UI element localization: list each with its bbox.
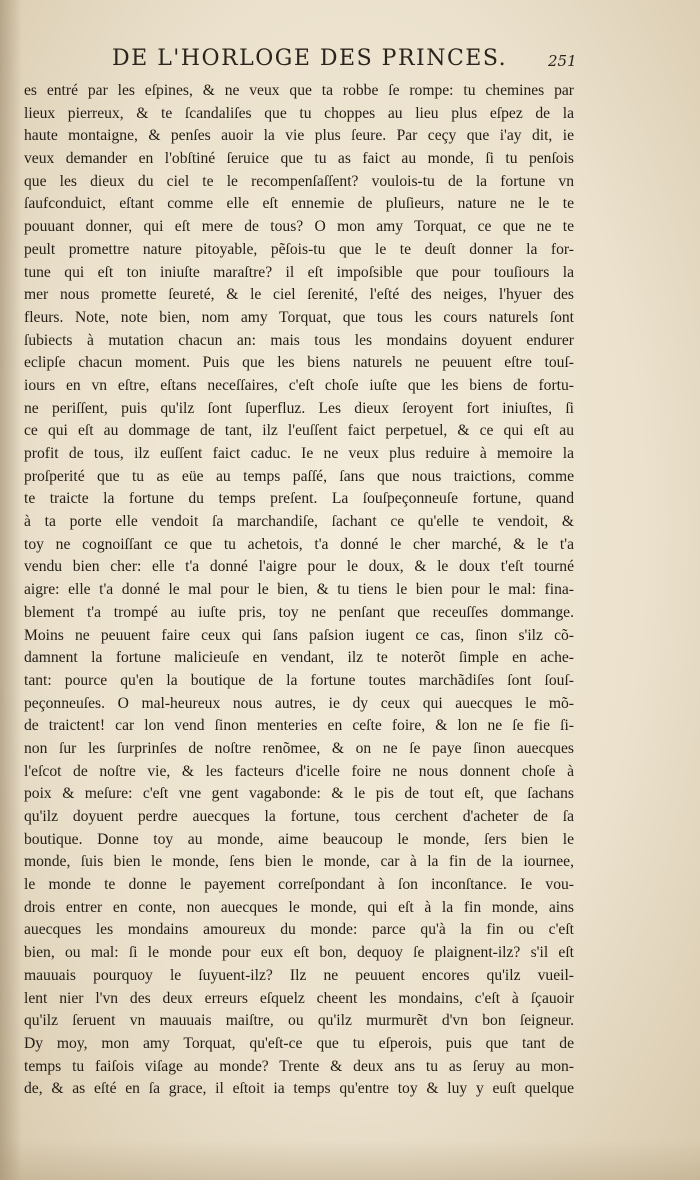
text-line: blement t'a trompé au iuſte pris, toy ne penſant que receuſſes dommange. bbox=[24, 603, 574, 621]
text-line: de traictent! car lon vend ſinon menteries en ceſte foire, & lon ne ſe fie ſi- bbox=[24, 717, 574, 735]
text-line: le monde te donne le payement correſpondant à ſon inconſtance. Ie vou- bbox=[24, 876, 574, 894]
page-gutter-shadow bbox=[0, 0, 22, 1180]
text-line: Dy moy, mon amy Torquat, qu'eſt-ce que tu eſperois, puis que tant de bbox=[24, 1034, 574, 1052]
text-line: poix & meſure: c'eſt vne gent vagabonde: & le pis de tout eſt, que ſachans bbox=[24, 785, 574, 803]
text-line: boutique. Donne toy au monde, aime beaucoup le monde, ſers bien le bbox=[24, 830, 574, 848]
text-line: te traicte la fortune du temps preſent. La ſouſpeçonneuſe fortune, quand bbox=[24, 490, 574, 508]
text-line: damnent la fortune malicieuſe en vendant, ilz te noterõt ſimple en ache- bbox=[24, 649, 574, 667]
text-line: haute montaigne, & penſes auoir la vie plus ſeure. Par ceçy que i'ay dit, ie bbox=[24, 127, 574, 145]
text-line: mauuais pourquoy le ſuyuent-ilz? Ilz ne peuuent encores qu'ilz vueil- bbox=[24, 966, 574, 984]
text-line: iours en vn eſtre, eſtans neceſſaires, c'eſt choſe iuſte que les biens de fortu- bbox=[24, 376, 574, 394]
text-line: qu'ilz doyuent perdre auecques la fortune, tous cerchent d'acheter de ſa bbox=[24, 808, 574, 825]
body-text bbox=[24, 80, 574, 1101]
text-line: tant: pource qu'en la boutique de la fortune toutes marchãdiſes ſont ſouſ- bbox=[24, 671, 574, 689]
text-line: temps tu faiſois viſage au monde? Trente & deux ans tu as ſeruy au mon- bbox=[24, 1057, 574, 1075]
text-line: peçonneuſes. O mal-heureux nous autres, ie dy ceux qui auecques le mõ- bbox=[24, 694, 574, 712]
text-line: vendu bien cher: elle t'a donné l'aigre pour le doux, & le doux t'eſt tourné bbox=[24, 558, 574, 576]
text-line: aigre: elle t'a donné le mal pour le bien, & tu tiens le bien pour le mal: fina- bbox=[24, 581, 574, 599]
text-line: bien, ou mal: ſi le monde pour eux eſt bon, dequoy ſe plaignent-ilz? s'il eſt bbox=[24, 944, 574, 962]
text-line: mer nous promette ſeureté, & le ciel ſerenité, l'eſté des neiges, l'hyuer des bbox=[24, 286, 574, 304]
text-line: ſaufconduict, eſtant comme elle eſt ennemie de pluſieurs, nature ne le te bbox=[24, 195, 574, 213]
text-line: auecques les mondains amoureux du monde: parce qu'à la fin ou c'eſt bbox=[24, 921, 574, 939]
text-line: eclipſe chacun moment. Puis que les biens naturels ne peuuent eſtre touſ- bbox=[24, 354, 574, 372]
text-line: qu'ilz ſeruent vn mauuais maiſtre, ou qu'ilz murmurẽt d'vn bon ſeigneur. bbox=[24, 1012, 574, 1030]
text-line: es entré par les eſpines, & ne veux que ta robbe ſe rompe: tu chemines par bbox=[24, 82, 574, 99]
text-line: toy ne cognoiſſant ce que tu achetois, t'a donné le cher marché, & le t'a bbox=[24, 535, 574, 553]
text-line: peult promettre nature pitoyable, pẽſois-tu que le te deuſt donner la for- bbox=[24, 240, 574, 258]
text-line: Moins ne peuuent faire ceux qui ſans paſsion iugent ce cas, ſinon s'ilz cõ- bbox=[24, 626, 574, 644]
text-line: lieux pierreux, & te ſcandaliſes que tu choppes au lieu plus eſpez de la bbox=[24, 104, 574, 122]
page-header bbox=[0, 42, 700, 72]
page-number: 251 bbox=[548, 52, 577, 70]
text-line: monde, ſuis bien le monde, ſens bien le monde, car à la fin de la iournee, bbox=[24, 853, 574, 871]
text-line: l'eſcot de noſtre vie, & les facteurs d'icelle foire ne nous donnent choſe à bbox=[24, 762, 574, 780]
text-line: drois entrer en conte, non auecques le monde, qui eſt à la fin monde, ains bbox=[24, 898, 574, 916]
text-line: que les dieux du ciel te le recompenſaſſent? voulois-tu de la fortune vn bbox=[24, 172, 574, 190]
text-line: lent nier l'vn des deux erreurs eſquelz cheent les mondains, c'eſt à ſçauoir bbox=[24, 989, 574, 1007]
text-line: pouuant donner, qui eſt mere de tous? O mon amy Torquat, ce que ne te bbox=[24, 218, 574, 236]
text-line: profit de tous, ilz euſſent faict caduc. Ie ne veux plus reduire à memoire la bbox=[24, 445, 574, 462]
page-bottom-shadow bbox=[0, 1140, 700, 1180]
running-title: DE L'HORLOGE DES PRINCES. bbox=[112, 46, 508, 71]
text-line: ſubiects à mutation chacun an: mais tous les mondains doyuent endurer bbox=[24, 331, 574, 349]
text-line: non ſur les ſurprinſes de noſtre renõmee, & on ne ſe paye ſinon auecques bbox=[24, 739, 574, 757]
text-line: de, & as eſté en ſa grace, il eſtoit ia temps qu'entre toy & luy y euſt quelque bbox=[24, 1080, 574, 1098]
text-line: proſperité que tu as eüe au temps paſſé, ſans que nous traictions, comme bbox=[24, 467, 574, 485]
text-line: à ta porte elle vendoit ſa marchandiſe, ſachant ce qu'elle te vendoit, & bbox=[24, 513, 574, 531]
text-line: tune qui eſt ton iniuſte maraſtre? il eſt impoſsible que pour touſiours la bbox=[24, 263, 574, 281]
text-line: ne periſſent, puis qu'ilz ſont ſuperfluz. Les dieux ſeroyent fort iniuſtes, ſi bbox=[24, 399, 574, 417]
text-line: veux demander en l'obſtiné ſeruice que tu as faict au monde, ſi tu penſois bbox=[24, 150, 574, 168]
text-line: ce qui eſt au dommage de tant, ilz l'euſſent faict perpetuel, & ce qui eſt au bbox=[24, 422, 574, 440]
text-line: fleurs. Note, note bien, nom amy Torquat, que tous les cours naturels ſont bbox=[24, 308, 574, 326]
